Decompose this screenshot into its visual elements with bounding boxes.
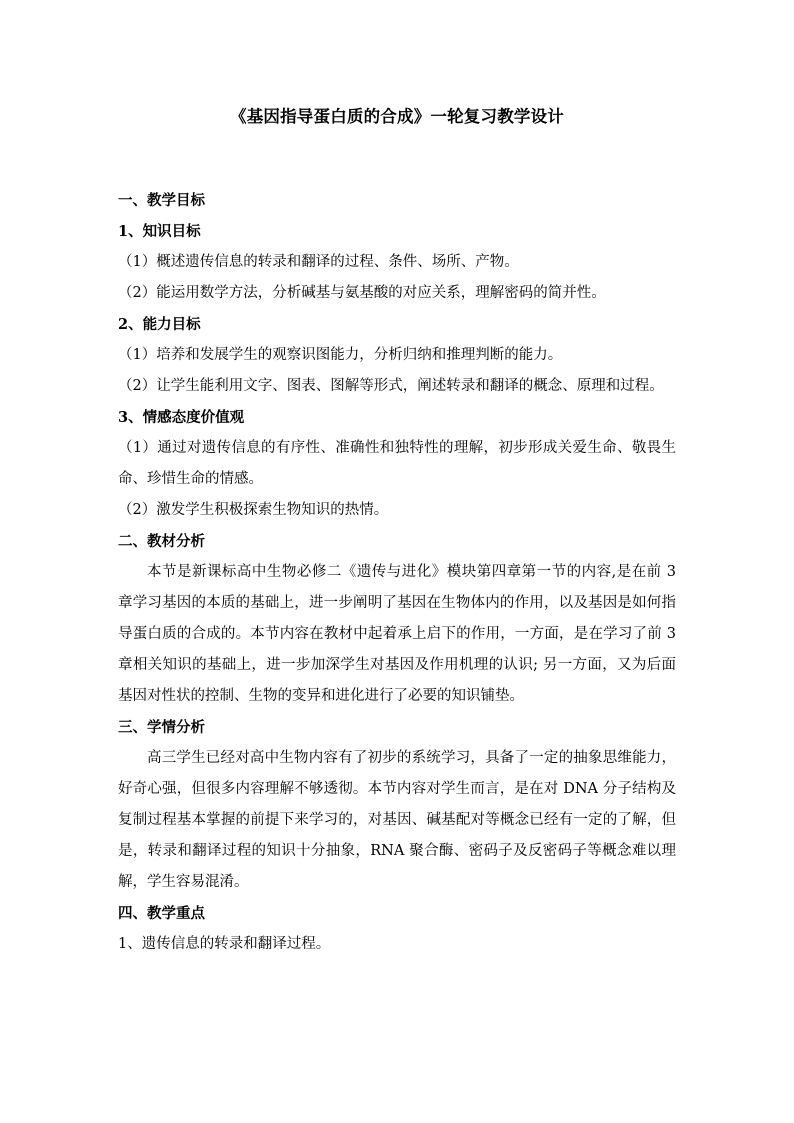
section-heading-teaching-goals: 一、教学目标 — [118, 192, 205, 209]
document-body — [118, 106, 676, 960]
knowledge-goal-item-2: （2）能运用数学方法，分析碱基与氨基酸的对应关系，理解密码的简并性。 — [118, 285, 606, 301]
ability-goal-item-1: （1）培养和发展学生的观察识图能力，分析归纳和推理判断的能力。 — [118, 347, 563, 363]
section-heading-textbook-analysis: 二、教材分析 — [118, 533, 205, 550]
document-title: 《基因指导蛋白质的合成》一轮复习教学设计 — [230, 107, 564, 126]
student-analysis-paragraph: 高三学生已经对高中生物内容有了初步的系统学习，具备了一定的抽象思维能力，好奇心强，但很多内容理解不够透彻。本节内容对学生而言，是在对 DNA 分子结构及复制过程基本掌握的前提下来学习的，对基因、碱基配对等概念已经有一定的了解，但是，转录和翻译过程的知识十分抽象，RNA 聚合酶、密码子及反密码子等概念难以理解，学生容易混淆。 — [118, 750, 676, 890]
teaching-focus-item-1: 1、遗传信息的转录和翻译过程。 — [118, 936, 331, 952]
textbook-analysis-paragraph: 本节是新课标高中生物必修二《遗传与进化》模块第四章第一节的内容,是在前 3 章学习基因的本质的基础上，进一步阐明了基因在生物体内的作用，以及基因是如何指导蛋白质的合成的。本节内容在教材中起着承上启下的作用，一方面，是在学习了前 3 章相关知识的基础上，进一步加深学生对基因及作用机理的认识; 另一方面，又为后面基因对性状的控制、生物的变异和进化进行了必要的知识铺垫。 — [118, 564, 676, 704]
attitude-goal-item-2: （2）激发学生积极探索生物知识的热情。 — [118, 502, 389, 518]
section-heading-teaching-focus: 四、教学重点 — [118, 905, 205, 922]
ability-goal-item-2: （2）让学生能利用文字、图表、图解等形式，阐述转录和翻译的概念、原理和过程。 — [118, 378, 664, 394]
section-heading-student-analysis: 三、学情分析 — [118, 719, 205, 736]
knowledge-goal-item-1: （1）概述遗传信息的转录和翻译的过程、条件、场所、产物。 — [118, 254, 519, 270]
subheading-knowledge-goals: 1、知识目标 — [118, 223, 201, 240]
attitude-goal-item-1: （1）通过对遗传信息的有序性、准确性和独特性的理解，初步形成关爱生命、敬畏生命、珍惜生命的情感。 — [118, 440, 676, 487]
subheading-ability-goals: 2、能力目标 — [118, 316, 201, 333]
subheading-attitude-values: 3、情感态度价值观 — [118, 409, 245, 426]
